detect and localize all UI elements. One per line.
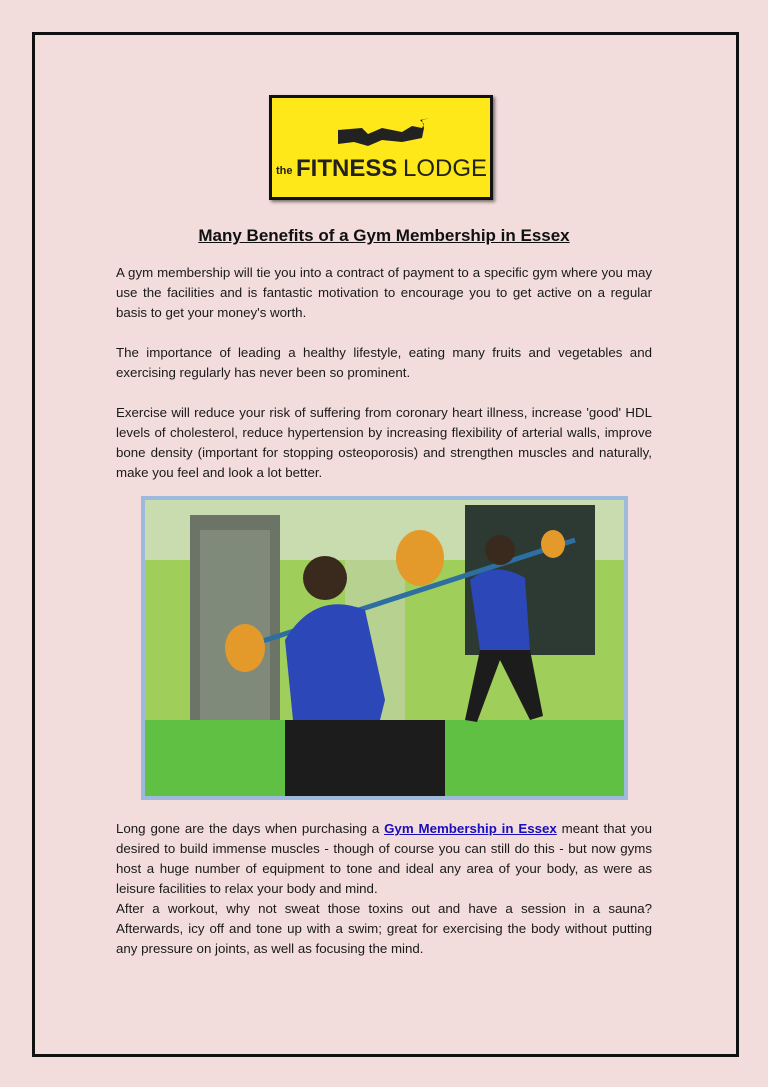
- svg-text:LODGE: LODGE: [403, 155, 488, 182]
- paragraph-4-text-cont: meant that you desired to build immense muscles - though of course you can still do this - but now gyms host a huge number of equipment to tone and ideal any area of your body, as were as leisure facilities to relax your body and mind.: [116, 821, 652, 896]
- paragraph-4-text: Long gone are the days when purchasing a: [116, 821, 385, 836]
- gym-photo: [141, 496, 628, 800]
- svg-text:the: the: [276, 165, 293, 177]
- paragraph-4: [116, 819, 652, 899]
- paragraph-1: A gym membership will tie you into a contract of payment to a specific gym where you may use the facilities and is fantastic motivation to encourage you to get active on a regular basis to get your money's worth.: [116, 265, 652, 320]
- paragraph-5: After a workout, why not sweat those toxins out and have a session in a sauna? Afterwards, icy off and tone up with a swim; great for exercising the body without putting any pressure on joints, as well as focusing the mind.: [116, 901, 652, 956]
- svg-text:FITNESS: FITNESS: [296, 155, 398, 182]
- page-title: Many Benefits of a Gym Membership in Essex: [198, 226, 570, 245]
- gym-membership-essex-link[interactable]: Gym Membership in Essex: [384, 821, 557, 836]
- paragraph-3: Exercise will reduce your risk of suffering from coronary heart illness, increase 'good' HDL levels of cholesterol, reduce hypertension by increasing flexibility of arterial walls, improve bone density (important for stopping osteoporosis) and strengthen muscles and naturally, make you feel and look a lot better.: [116, 405, 652, 480]
- paragraph-2: The importance of leading a healthy lifestyle, eating many fruits and vegetables and exercising regularly has never been so prominent.: [116, 345, 652, 380]
- fitness-lodge-logo: [269, 95, 493, 200]
